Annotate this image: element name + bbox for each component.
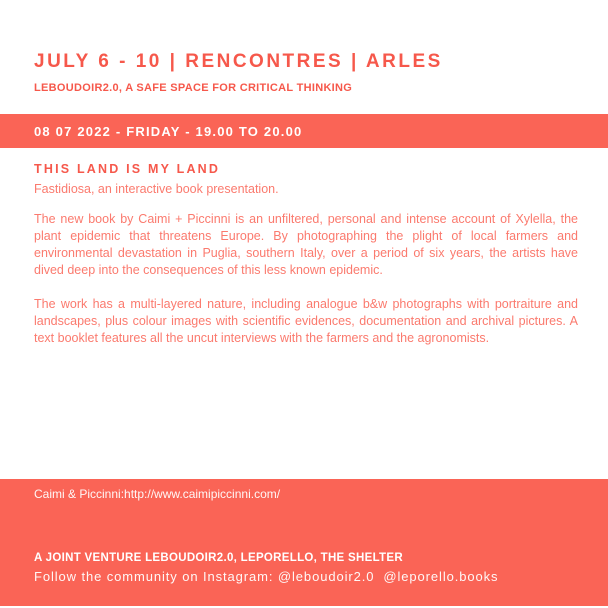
description-paragraph-2: The work has a multi-layered nature, including analogue b&w photographs with portraiture and landscapes, plus colour images with scientific evidences, documentation and archival pictures. A text booklet features all the uncut interviews with the farmers and the agronomists.: [34, 297, 578, 345]
instagram-follow-line: Follow the community on Instagram: @leboudoir2.0 @leporello.books: [34, 569, 499, 584]
artists-website-link[interactable]: Caimi & Piccinni:http://www.caimipiccinni.com/: [34, 487, 281, 501]
event-title: THIS LAND IS MY LAND: [34, 162, 221, 176]
date-banner: [0, 114, 608, 148]
joint-venture-line: A JOINT VENTURE LEBOUDOIR2.0, LEPORELLO, THE SHELTER: [34, 552, 403, 564]
poster-title: JULY 6 - 10 | RENCONTRES | ARLES: [34, 51, 443, 72]
description-paragraph-1: The new book by Caimi + Piccinni is an unfiltered, personal and intense account of Xylella, the plant epidemic that threatens Europe. By photographing the plight of local farmers and environmental devastation in Puglia, southern Italy, over a period of six years, the artists have dived deep into the consequences of this less known epidemic.: [34, 212, 578, 277]
poster-subtitle: LEBOUDOIR2.0, A SAFE SPACE FOR CRITICAL THINKING: [34, 82, 353, 94]
footer-band: [0, 479, 608, 606]
event-subtitle: Fastidiosa, an interactive book presentation.: [34, 182, 279, 196]
event-datetime: 08 07 2022 - FRIDAY - 19.00 TO 20.00: [34, 123, 303, 139]
